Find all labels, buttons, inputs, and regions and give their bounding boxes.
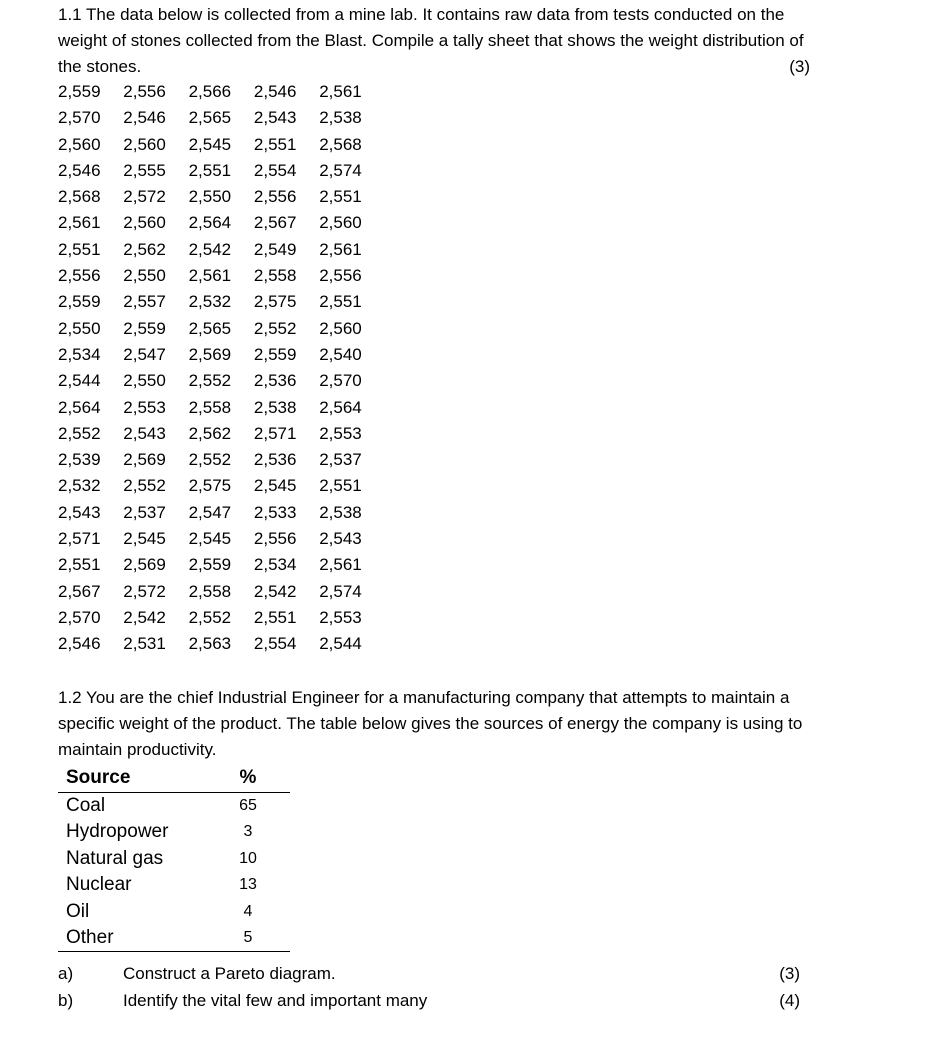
- data-value: 2,546: [123, 108, 166, 128]
- data-row: [58, 631, 384, 657]
- data-value: 2,571: [253, 423, 297, 443]
- energy-sources-table: [58, 764, 290, 952]
- data-value: 2,545: [188, 134, 232, 154]
- data-value: 2,551: [253, 607, 297, 627]
- data-value: 2,556: [253, 187, 297, 207]
- data-value: 2,558: [188, 581, 232, 601]
- data-value: 2,564: [319, 397, 362, 417]
- data-value: 2,551: [319, 476, 362, 496]
- data-value: 2,572: [123, 581, 166, 601]
- data-value: 2,558: [253, 266, 297, 286]
- data-value: 2,570: [58, 108, 101, 128]
- data-value: 2,568: [58, 187, 101, 207]
- data-row: [58, 368, 384, 394]
- sub-question-text: Identify the vital few and important many: [123, 991, 428, 1010]
- data-value: 2,556: [319, 266, 362, 286]
- question-1-1-text: 1.1 The data below is collected from a mine lab. It contains raw data from tests conducted on the weight of stones collected from the Blast. Compile a tally sheet that shows the weight distribution of the stones.: [58, 5, 804, 76]
- source-cell: Natural gas: [66, 847, 164, 869]
- data-value: 2,575: [188, 476, 232, 496]
- data-value: 2,553: [319, 423, 362, 443]
- data-value: 2,554: [253, 160, 297, 180]
- data-value: 2,566: [188, 82, 232, 101]
- data-value: 2,546: [58, 634, 101, 654]
- data-row: [58, 237, 384, 263]
- question-1-1: [58, 2, 810, 80]
- data-value: 2,550: [58, 318, 101, 338]
- data-value: 2,565: [188, 318, 232, 338]
- data-value: 2,561: [188, 266, 232, 286]
- data-value: 2,546: [58, 160, 101, 180]
- data-value: 2,544: [319, 634, 362, 654]
- data-value: 2,549: [253, 239, 297, 259]
- data-value: 2,551: [319, 292, 362, 312]
- data-value: 2,560: [319, 213, 362, 233]
- data-value: 2,569: [123, 450, 166, 470]
- sub-question-b: [58, 987, 800, 1015]
- data-value: 2,556: [123, 82, 166, 101]
- data-value: 2,565: [188, 108, 232, 128]
- source-cell: Coal: [66, 795, 106, 816]
- data-value: 2,558: [188, 397, 232, 417]
- data-value: 2,570: [58, 607, 101, 627]
- data-row: [58, 132, 384, 158]
- table-row: [58, 819, 290, 845]
- data-value: 2,561: [319, 555, 362, 575]
- data-value: 2,551: [188, 160, 232, 180]
- data-value: 2,547: [188, 502, 232, 522]
- percent-cell: 65: [239, 797, 257, 814]
- data-value: 2,544: [58, 371, 101, 391]
- data-value: 2,551: [58, 555, 101, 575]
- percent-cell: 4: [243, 902, 253, 920]
- question-1-2: [58, 685, 810, 763]
- data-row: [58, 473, 384, 499]
- data-value: 2,554: [253, 634, 297, 654]
- data-value: 2,538: [253, 397, 297, 417]
- percent-cell: 13: [239, 876, 257, 894]
- data-value: 2,562: [188, 423, 232, 443]
- sub-question-letter: b): [58, 991, 74, 1010]
- data-value: 2,559: [123, 318, 166, 338]
- source-column-header: Source: [66, 767, 131, 788]
- data-value: 2,537: [319, 450, 362, 470]
- data-value: 2,569: [188, 344, 232, 364]
- question-1-2-text: 1.2 You are the chief Industrial Engineer for a manufacturing company that attempts to maintain a specific weight of the product. The table below gives the sources of energy the company is using to maintain productivity.: [58, 688, 803, 759]
- table-body: [58, 793, 290, 952]
- data-row: [58, 421, 384, 447]
- sub-question-a: [58, 960, 800, 988]
- data-value: 2,564: [58, 397, 101, 417]
- data-value: 2,538: [319, 108, 362, 128]
- data-value: 2,536: [253, 371, 297, 391]
- source-cell: Other: [66, 926, 114, 948]
- percent-cell: 3: [243, 823, 253, 841]
- data-value: 2,543: [253, 108, 297, 128]
- data-value: 2,552: [253, 318, 297, 338]
- data-value: 2,559: [188, 555, 232, 575]
- table-header-row: [58, 764, 290, 793]
- data-value: 2,574: [319, 581, 362, 601]
- data-value: 2,551: [319, 187, 362, 207]
- data-value: 2,536: [253, 450, 297, 470]
- data-value: 2,557: [123, 292, 166, 312]
- data-value: 2,560: [123, 213, 166, 233]
- data-row: [58, 263, 384, 289]
- data-value: 2,540: [319, 344, 362, 364]
- data-value: 2,560: [58, 134, 101, 154]
- table-row: [58, 846, 290, 872]
- data-value: 2,552: [188, 371, 232, 391]
- data-value: 2,543: [58, 502, 101, 522]
- data-value: 2,561: [319, 82, 362, 101]
- data-value: 2,542: [123, 607, 166, 627]
- data-value: 2,571: [58, 529, 101, 549]
- data-value: 2,560: [123, 134, 166, 154]
- data-value: 2,543: [319, 529, 362, 549]
- data-value: 2,542: [253, 581, 297, 601]
- data-value: 2,539: [58, 450, 101, 470]
- data-row: [58, 526, 384, 552]
- table-row: [58, 899, 290, 925]
- data-value: 2,561: [319, 239, 362, 259]
- data-row: [58, 210, 384, 236]
- percent-cell: 10: [239, 849, 257, 867]
- data-row: [58, 105, 384, 131]
- data-value: 2,567: [253, 213, 297, 233]
- data-value: 2,574: [319, 160, 362, 180]
- data-value: 2,550: [188, 187, 232, 207]
- data-row: [58, 447, 384, 473]
- table-row: [58, 925, 290, 952]
- data-value: 2,567: [58, 581, 101, 601]
- data-value: 2,531: [123, 634, 166, 654]
- data-value: 2,553: [123, 397, 166, 417]
- data-value: 2,560: [319, 318, 362, 338]
- sub-question-letter: a): [58, 964, 74, 983]
- data-value: 2,545: [253, 476, 297, 496]
- data-value: 2,564: [188, 213, 232, 233]
- data-value: 2,570: [319, 371, 362, 391]
- data-value: 2,552: [188, 607, 232, 627]
- data-value: 2,563: [188, 634, 232, 654]
- percent-cell: 5: [243, 928, 253, 946]
- sub-question-text: Construct a Pareto diagram.: [123, 964, 336, 983]
- data-value: 2,559: [253, 344, 297, 364]
- data-value: 2,547: [123, 344, 166, 364]
- data-value: 2,559: [58, 82, 101, 101]
- data-value: 2,545: [188, 529, 232, 549]
- data-row: [58, 342, 384, 368]
- data-value: 2,561: [58, 213, 101, 233]
- source-cell: Hydropower: [66, 821, 169, 843]
- data-row: [58, 500, 384, 526]
- data-value: 2,572: [123, 187, 166, 207]
- source-cell: Nuclear: [66, 874, 132, 896]
- table-row: [58, 872, 290, 898]
- data-value: 2,533: [253, 502, 297, 522]
- data-value: 2,550: [123, 371, 166, 391]
- data-value: 2,559: [58, 292, 101, 312]
- data-row: [58, 552, 384, 578]
- question-1-1-marks: (3): [789, 57, 810, 76]
- data-value: 2,562: [123, 239, 166, 259]
- data-value: 2,534: [58, 344, 101, 364]
- data-value: 2,556: [253, 529, 297, 549]
- data-value: 2,534: [253, 555, 297, 575]
- data-value: 2,532: [188, 292, 232, 312]
- data-row: [58, 579, 384, 605]
- data-value: 2,542: [188, 239, 232, 259]
- sub-question-marks: (3): [779, 964, 800, 983]
- data-value: 2,569: [123, 555, 166, 575]
- data-value: 2,551: [58, 239, 101, 259]
- data-row: [58, 79, 384, 105]
- table-row: [58, 793, 290, 819]
- data-row: [58, 316, 384, 342]
- data-value: 2,538: [319, 502, 362, 522]
- data-value: 2,532: [58, 476, 101, 496]
- data-value: 2,546: [253, 82, 297, 101]
- data-row: [58, 395, 384, 421]
- data-value: 2,556: [58, 266, 101, 286]
- data-value: 2,552: [188, 450, 232, 470]
- sub-question-marks: (4): [779, 991, 800, 1010]
- data-value: 2,555: [123, 160, 166, 180]
- data-row: [58, 605, 384, 631]
- data-row: [58, 289, 384, 315]
- data-value: 2,553: [319, 607, 362, 627]
- data-value: 2,551: [253, 134, 297, 154]
- data-value: 2,552: [123, 476, 166, 496]
- data-value: 2,543: [123, 423, 166, 443]
- data-row: [58, 184, 384, 210]
- data-value: 2,575: [253, 292, 297, 312]
- data-row: [58, 158, 384, 184]
- percent-column-header: %: [239, 767, 257, 788]
- data-value: 2,552: [58, 423, 101, 443]
- data-value: 2,545: [123, 529, 166, 549]
- source-cell: Oil: [66, 900, 90, 922]
- data-value: 2,568: [319, 134, 362, 154]
- data-value: 2,550: [123, 266, 166, 286]
- raw-data-grid: [58, 79, 384, 658]
- data-value: 2,537: [123, 502, 166, 522]
